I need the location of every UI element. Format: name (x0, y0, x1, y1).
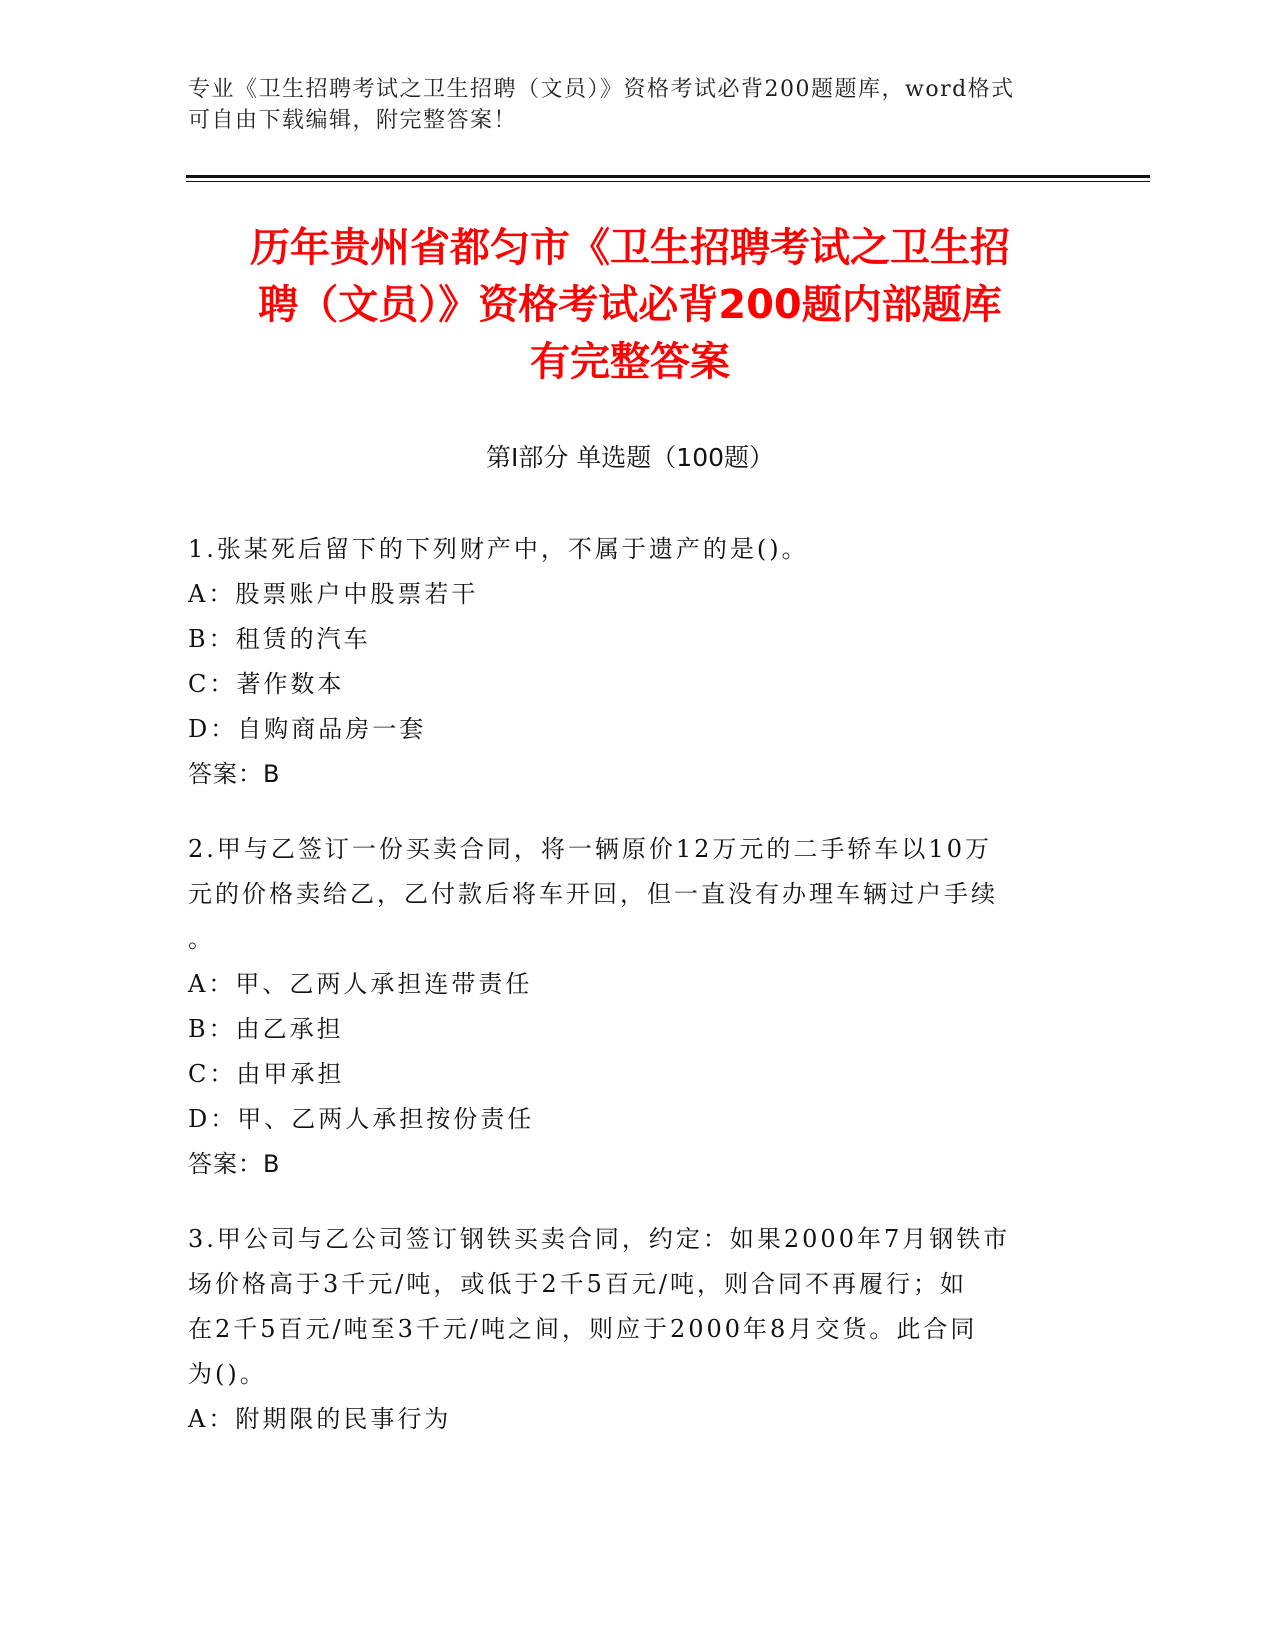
question-stem: 场价格高于3千元/吨，或低于2千5百元/吨，则合同不再履行；如 (188, 1270, 967, 1298)
question-stem: 为()。 (188, 1360, 267, 1388)
question-item (188, 827, 1068, 1187)
question-stem: 1.张某死后留下的下列财产中，不属于遗产的是()。 (188, 535, 809, 563)
title-line-1: 历年贵州省都匀市《卫生招聘考试之卫生招 (250, 225, 1010, 271)
option-c: C：著作数本 (188, 670, 345, 698)
option-a: A：甲、乙两人承担连带责任 (188, 970, 533, 998)
question-stem: 3.甲公司与乙公司签订钢铁买卖合同，约定：如果2000年7月钢铁市 (188, 1225, 1011, 1253)
question-item (188, 527, 1068, 797)
question-list (188, 527, 1068, 1472)
title-line-2: 聘（文员）》资格考试必背200题内部题库 (258, 282, 1002, 328)
document-header (188, 74, 1058, 136)
option-a: A：附期限的民事行为 (188, 1405, 452, 1433)
header-line-2: 可自由下载编辑，附完整答案！ (188, 108, 518, 133)
option-d: D：甲、乙两人承担按份责任 (188, 1105, 535, 1133)
option-b: B：租赁的汽车 (188, 625, 371, 653)
header-line-1: 专业《卫生招聘考试之卫生招聘（文员）》资格考试必背200题题库，word格式 (188, 77, 1015, 102)
question-item (188, 1217, 1068, 1442)
question-stem: 。 (188, 925, 215, 953)
option-a: A：股票账户中股票若干 (188, 580, 479, 608)
option-d: D：自购商品房一套 (188, 715, 427, 743)
header-divider-thick (186, 175, 1150, 178)
answer-line: 答案：B (188, 760, 281, 788)
answer-line: 答案：B (188, 1150, 281, 1178)
document-title (180, 220, 1080, 391)
question-stem: 元的价格卖给乙，乙付款后将车开回，但一直没有办理车辆过户手续 (188, 880, 998, 908)
header-divider-thin (186, 181, 1150, 182)
option-c: C：由甲承担 (188, 1060, 345, 1088)
section-heading: 第Ⅰ部分 单选题（100题） (485, 443, 775, 472)
title-line-3: 有完整答案 (530, 339, 730, 385)
question-stem: 在2千5百元/吨至3千元/吨之间，则应于2000年8月交货。此合同 (188, 1315, 978, 1343)
question-stem: 2.甲与乙签订一份买卖合同，将一辆原价12万元的二手轿车以10万 (188, 835, 992, 863)
option-b: B：由乙承担 (188, 1015, 344, 1043)
